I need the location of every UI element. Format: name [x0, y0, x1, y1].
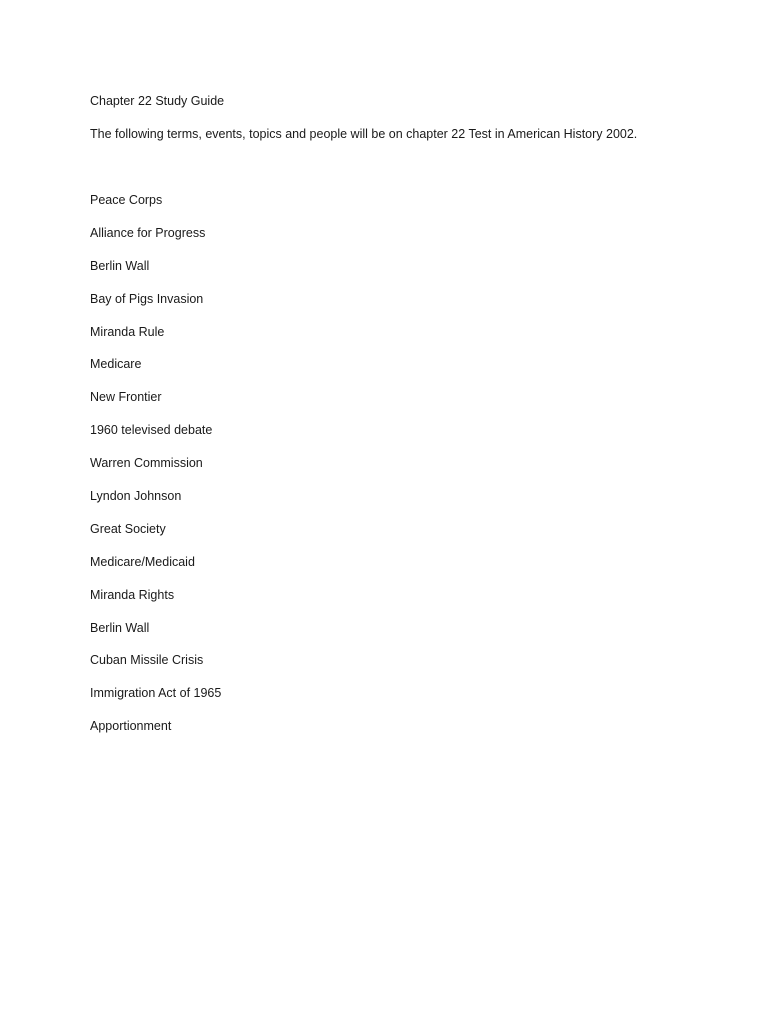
term-item: Bay of Pigs Invasion	[90, 291, 204, 306]
term-item: Miranda Rights	[90, 587, 175, 602]
term-item: Immigration Act of 1965	[90, 686, 222, 701]
term-item: Warren Commission	[90, 456, 203, 471]
term-item: Cuban Missile Crisis	[90, 653, 204, 668]
term-item: Alliance for Progress	[90, 225, 206, 240]
term-item: Medicare/Medicaid	[90, 554, 195, 569]
term-item: Berlin Wall	[90, 620, 150, 635]
term-item: Apportionment	[90, 719, 172, 734]
document-body	[90, 93, 710, 751]
term-item: Peace Corps	[90, 193, 163, 207]
term-item: New Frontier	[90, 390, 162, 405]
term-item: 1960 televised debate	[90, 423, 213, 438]
term-item: Great Society	[90, 521, 166, 536]
terms-list	[90, 192, 710, 735]
document-intro: The following terms, events, topics and people will be on chapter 22 Test in American History 2002.	[90, 127, 638, 141]
term-item: Lyndon Johnson	[90, 489, 182, 504]
document-title: Chapter 22 Study Guide	[90, 94, 225, 108]
term-item: Berlin Wall	[90, 258, 150, 273]
term-item: Medicare	[90, 357, 142, 372]
term-item: Miranda Rule	[90, 324, 165, 339]
